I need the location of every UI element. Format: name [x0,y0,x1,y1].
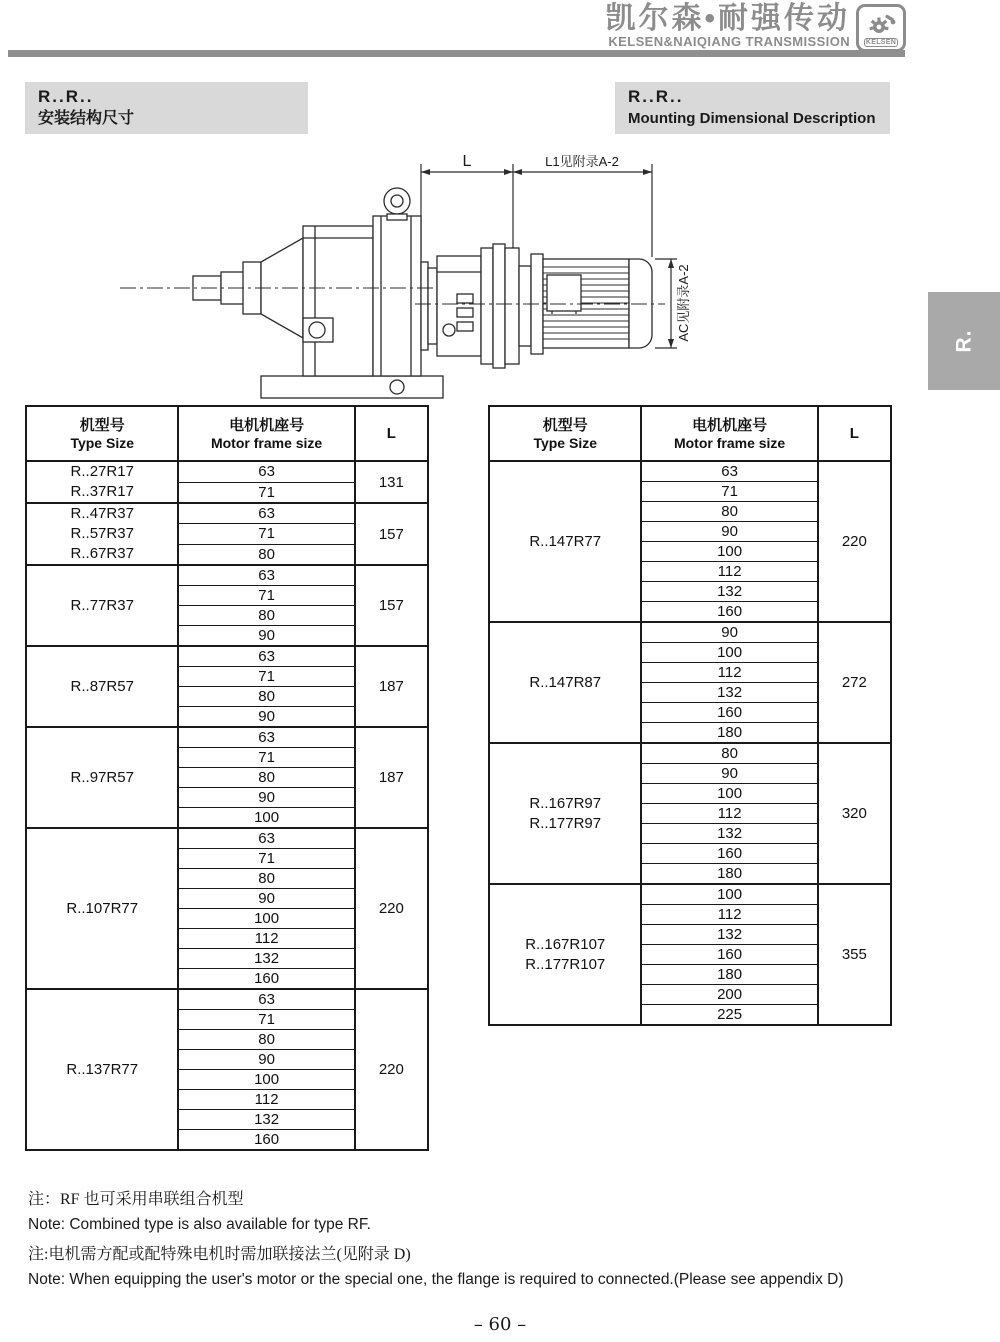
table-row [489,884,891,905]
frame-size-cell: 180 [641,864,817,885]
note-line: Note: When equipping the user's motor or the special one, the flange is required to connected.(Please see appendix D) [28,1271,844,1288]
note-line: 注:电机需方配或配特殊电机时需加联接法兰(见附录 D) [28,1246,411,1263]
series-code: R..R.. [38,87,94,106]
l-value-cell: 355 [818,884,891,1025]
frame-size-cell: 80 [641,743,817,764]
frame-size-cell: 160 [178,969,354,990]
frame-size-cell: 100 [641,542,817,562]
frame-size-cell: 63 [178,727,354,748]
frame-size-cell: 63 [178,565,354,586]
type-size-cell: R..137R77 [26,989,178,1150]
frame-size-cell: 80 [178,869,354,889]
type-size-cell: R..147R77 [489,461,641,622]
frame-size-cell: 80 [178,606,354,626]
motor-frame-header: 电机机座号 Motor frame size [641,406,817,461]
frame-size-cell: 100 [641,784,817,804]
frame-size-cell: 112 [641,663,817,683]
l-value-cell: 157 [355,503,428,565]
brand-name-en: KELSEN&NAIQIANG TRANSMISSION [608,33,850,49]
frame-size-cell: 71 [178,667,354,687]
type-size-cell: R..27R17 R..37R17 [26,461,178,503]
gear-reducer-outline [193,188,531,398]
note-line: 注：RF 也可采用串联组合机型 [28,1191,244,1208]
frame-size-cell: 71 [178,482,354,503]
frame-size-cell: 112 [178,1090,354,1110]
frame-size-cell: 132 [178,1110,354,1130]
frame-size-cell: 80 [178,687,354,707]
frame-size-cell: 160 [641,945,817,965]
frame-size-cell: 63 [178,461,354,482]
frame-size-cell: 160 [641,844,817,864]
frame-size-cell: 90 [178,788,354,808]
type-size-cell: R..167R107 R..177R107 [489,884,641,1025]
frame-size-cell: 100 [178,1070,354,1090]
dimension-table-right [488,405,892,1026]
type-size-cell: R..107R77 [26,828,178,989]
table-header-row [489,406,891,461]
frame-size-cell: 80 [178,768,354,788]
logo-kelsen-label: KELSEN [865,39,897,46]
table-row [26,461,428,482]
type-size-cell: R..167R97 R..177R97 [489,743,641,884]
table-row [26,989,428,1010]
l-value-cell: 220 [355,989,428,1150]
l-value-cell: 187 [355,646,428,727]
title-block-en [615,82,890,134]
frame-size-cell: 90 [178,626,354,647]
frame-size-cell: 80 [178,544,354,565]
frame-size-cell: 71 [178,524,354,544]
table-row [26,565,428,586]
frame-size-cell: 132 [641,582,817,602]
frame-size-cell: 225 [641,1005,817,1026]
frame-size-cell: 160 [641,602,817,623]
frame-size-cell: 160 [178,1130,354,1151]
l-value-cell: 187 [355,727,428,828]
type-size-cell: R..87R57 [26,646,178,727]
frame-size-cell: 132 [641,824,817,844]
section-tab-r [928,292,1000,390]
header-divider-bar [8,50,905,57]
type-size-cell: R..97R57 [26,727,178,828]
table-row [26,828,428,849]
l-value-cell: 272 [818,622,891,743]
frame-size-cell: 71 [641,482,817,502]
type-size-cell: R..77R37 [26,565,178,646]
frame-size-cell: 112 [641,804,817,824]
l-value-cell: 157 [355,565,428,646]
frame-size-cell: 200 [641,985,817,1005]
frame-size-cell: 90 [641,764,817,784]
title-block-cn [25,82,308,134]
frame-size-cell: 63 [178,503,354,524]
table-row [489,743,891,764]
table-row [26,646,428,667]
frame-size-cell: 80 [178,1030,354,1050]
type-size-header: 机型号 Type Size [26,406,178,461]
frame-size-cell: 63 [178,828,354,849]
frame-size-cell: 132 [641,683,817,703]
title-en: Mounting Dimensional Description [628,110,876,127]
frame-size-cell: 90 [178,1050,354,1070]
frame-size-cell: 132 [178,949,354,969]
dim-label-l: L [462,153,472,170]
section-tab-label: R. [952,329,975,353]
brand-block [605,3,850,48]
frame-size-cell: 112 [178,929,354,949]
table-row [489,622,891,643]
type-size-cell: R..147R87 [489,622,641,743]
l-header: L [818,406,891,461]
frame-size-cell: 180 [641,723,817,744]
type-size-cell: R..47R37 R..57R37 R..67R37 [26,503,178,565]
frame-size-cell: 100 [641,884,817,905]
frame-size-cell: 63 [641,461,817,482]
l-header: L [355,406,428,461]
footnotes [28,1186,968,1296]
table-row [26,503,428,524]
l-value-cell: 320 [818,743,891,884]
frame-size-cell: 90 [178,707,354,728]
frame-size-cell: 71 [178,1010,354,1030]
frame-size-cell: 100 [178,909,354,929]
frame-size-cell: 100 [178,808,354,829]
l-value-cell: 220 [818,461,891,622]
frame-size-cell: 71 [178,849,354,869]
table-row [26,727,428,748]
frame-size-cell: 132 [641,925,817,945]
motor-frame-header: 电机机座号 Motor frame size [178,406,354,461]
frame-size-cell: 71 [178,586,354,606]
frame-size-cell: 90 [641,622,817,643]
dim-label-l1: L1见附录A-2 [545,154,619,169]
type-size-header: 机型号 Type Size [489,406,641,461]
dimension-table-left [25,405,429,1151]
brand-name-cn: 凯尔森•耐强传动 [605,2,850,35]
gear-logo-icon [866,14,896,38]
l-value-cell: 131 [355,461,428,503]
gearmotor-technical-drawing [115,142,705,413]
frame-size-cell: 90 [178,889,354,909]
table-header-row [26,406,428,461]
l-value-cell: 220 [355,828,428,989]
note-line: Note: Combined type is also available for type RF. [28,1216,371,1233]
frame-size-cell: 63 [178,989,354,1010]
dim-label-ac: AC见附录A-2 [676,264,691,342]
frame-size-cell: 80 [641,502,817,522]
frame-size-cell: 71 [178,748,354,768]
frame-size-cell: 63 [178,646,354,667]
frame-size-cell: 112 [641,905,817,925]
frame-size-cell: 90 [641,522,817,542]
page-number: – 60 – [473,1314,527,1335]
frame-size-cell: 160 [641,703,817,723]
title-cn: 安装结构尺寸 [38,110,135,127]
series-code: R..R.. [628,87,684,106]
frame-size-cell: 180 [641,965,817,985]
table-row [489,461,891,482]
frame-size-cell: 100 [641,643,817,663]
frame-size-cell: 112 [641,562,817,582]
company-logo [856,4,906,52]
